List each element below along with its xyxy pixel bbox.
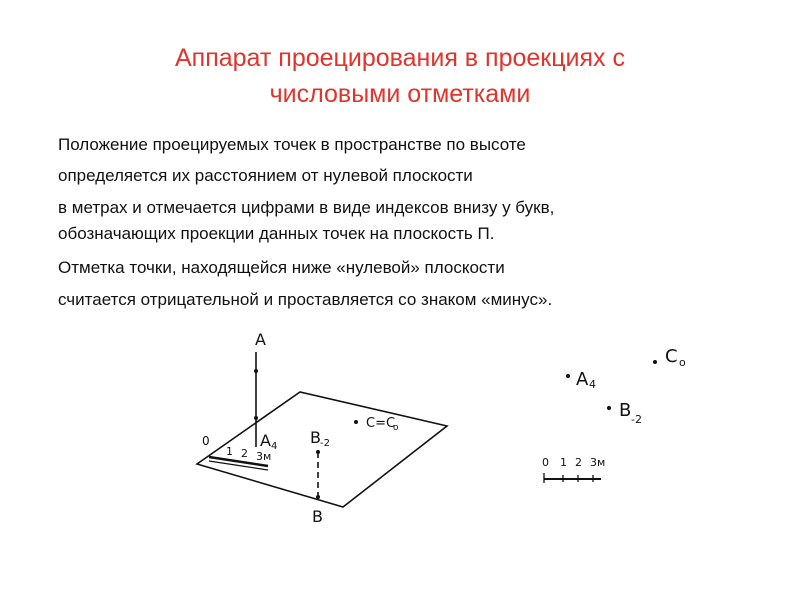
point-A-dot xyxy=(254,369,258,373)
right-label-B: B xyxy=(619,400,632,421)
point-A4-dot xyxy=(254,416,258,420)
label-A: A xyxy=(255,330,266,349)
right-label-A: A xyxy=(576,369,589,390)
title-line-1: Аппарат проецирования в проекциях с xyxy=(175,44,625,72)
paragraph-line: считается отрицательной и проставляется со знаком «минус». xyxy=(58,290,553,309)
zero-plane xyxy=(197,392,447,507)
label-C: C=C xyxy=(366,416,396,431)
label-C-index: o xyxy=(393,423,399,433)
point-B-proj-dot xyxy=(316,450,320,454)
label-B: B xyxy=(312,507,323,526)
left-drawing xyxy=(197,352,447,507)
point-B-dot xyxy=(316,495,320,499)
label-B-proj-index: -2 xyxy=(320,438,330,449)
paragraph-line: обозначающих проекции данных точек на плоскость П. xyxy=(58,224,495,243)
paragraph-line: Положение проецируемых точек в пространстве по высоте xyxy=(58,135,526,154)
right-label-B-index: -2 xyxy=(631,413,642,426)
right-scale-2: 2 xyxy=(575,456,582,469)
right-scale-0: 0 xyxy=(542,456,549,469)
right-scale-bar xyxy=(544,473,601,483)
paragraph-line: Отметка точки, находящейся ниже «нулевой» плоскости xyxy=(58,258,505,277)
right-label-C: C xyxy=(665,346,678,367)
right-label-A-index: 4 xyxy=(589,378,596,391)
paragraph-line: в метрах и отмечается цифрами в виде индексов внизу у букв, xyxy=(58,198,555,217)
paragraph-line: определяется их расстоянием от нулевой плоскости xyxy=(58,166,473,185)
right-scale-3: 3м xyxy=(590,456,606,469)
right-point-B-dot xyxy=(607,406,611,410)
label-A4-index: 4 xyxy=(271,441,278,452)
right-point-A-dot xyxy=(566,374,570,378)
right-point-C-dot xyxy=(653,360,657,364)
label-A4: A xyxy=(260,431,271,450)
title-line-2: числовыми отметками xyxy=(269,80,531,108)
right-label-C-index: o xyxy=(679,356,686,369)
point-C-dot xyxy=(354,420,358,424)
scale-3: 3м xyxy=(256,450,272,463)
scale-1: 1 xyxy=(226,445,233,458)
label-B-proj: B xyxy=(310,428,321,447)
scale-2: 2 xyxy=(241,447,248,460)
right-scale-1: 1 xyxy=(560,456,567,469)
scale-0: 0 xyxy=(202,434,210,448)
